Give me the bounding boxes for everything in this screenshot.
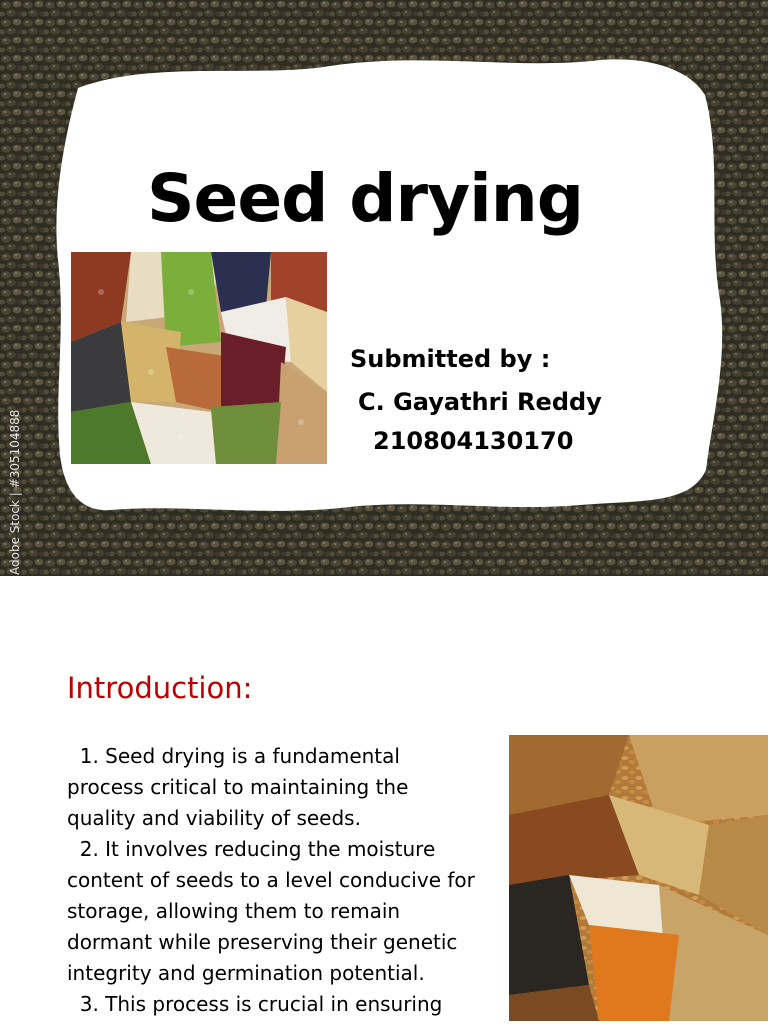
para-line: storage, allowing them to remain: [67, 899, 401, 923]
para-line: content of seeds to a level conducive for: [67, 868, 475, 892]
para-line: 1. Seed drying is a fundamental: [67, 744, 400, 768]
mixed-seeds-photo: [71, 252, 327, 464]
introduction-heading: Introduction:: [67, 671, 253, 705]
submitted-by-label: Submitted by :: [350, 345, 551, 373]
author-id: 210804130170: [373, 427, 574, 455]
introduction-slide: [0, 576, 768, 1024]
para-line: dormant while preserving their genetic: [67, 930, 458, 954]
para-line: 2. It involves reducing the moisture: [67, 837, 436, 861]
para-line: 3. This process is crucial in ensuring: [67, 992, 443, 1016]
para-line: quality and viability of seeds.: [67, 806, 361, 830]
author-name: C. Gayathri Reddy: [358, 388, 602, 416]
introduction-paragraph: [67, 741, 497, 1020]
slide-title: Seed drying: [147, 160, 583, 237]
grain-heaps-photo: [509, 735, 768, 1021]
para-line: process critical to maintaining the: [67, 775, 409, 799]
stock-watermark: Adobe Stock | #305104888: [8, 409, 22, 575]
para-line: integrity and germination potential.: [67, 961, 425, 985]
